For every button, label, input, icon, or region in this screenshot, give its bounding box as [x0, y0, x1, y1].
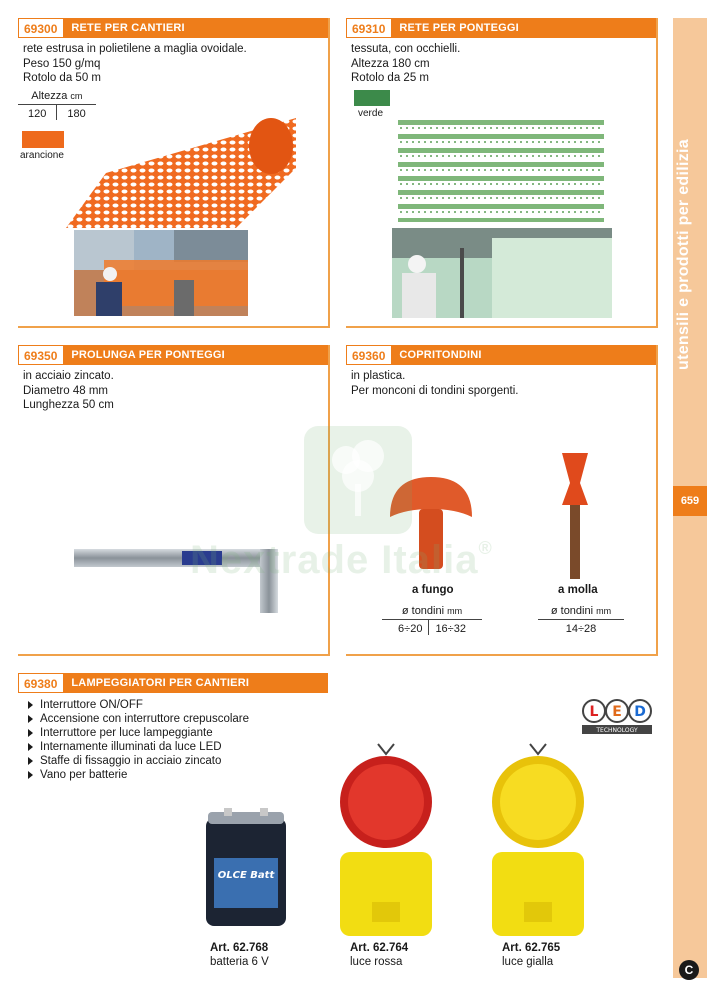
led-letter: E [612, 704, 622, 720]
led-technology-logo [582, 697, 652, 735]
molla-size-table: ø tondini mm 14÷28 [538, 605, 624, 635]
panel-header [18, 18, 328, 38]
product-code: 69310 [346, 18, 391, 38]
product-code: 69360 [346, 345, 391, 365]
green-net-image [398, 118, 604, 222]
product-title: RETE PER PONTEGGI [399, 22, 519, 34]
list-item: Interruttore per luce lampeggiante [28, 726, 249, 740]
product-code: 69380 [18, 673, 63, 693]
tree-icon [322, 436, 394, 522]
color-label: arancione [20, 150, 64, 161]
watermark-tree-logo [304, 426, 412, 534]
product-code: 69350 [18, 345, 63, 365]
product-panel-69350 [18, 345, 330, 656]
product-panel-69300 [18, 18, 330, 328]
battery-brand-label: OLCE Batt [217, 870, 275, 881]
yellow-warning-lamp-image [488, 742, 588, 938]
label-molla: a molla [558, 584, 598, 596]
panel-header [18, 673, 328, 693]
spring-cap-image [558, 453, 592, 579]
article-62764: Art. 62.764 luce rossa [350, 942, 409, 968]
product-title: RETE PER CANTIERI [71, 22, 185, 34]
product-title: COPRITONDINI [399, 349, 482, 361]
color-swatch-green [354, 90, 390, 106]
product-description: rete estrusa in polietilene a maglia ovoidale. Peso 150 g/mq Rotolo da 50 m [23, 43, 247, 84]
construction-site-photo [74, 230, 248, 316]
product-title: LAMPEGGIATORI PER CANTIERI [71, 677, 250, 689]
product-code: 69300 [18, 18, 63, 38]
led-letter: L [589, 704, 599, 720]
red-warning-lamp-image [336, 742, 436, 938]
article-62768: Art. 62.768 batteria 6 V [210, 942, 269, 968]
scaffold-worker-photo [392, 228, 612, 318]
led-sub-label: TECHNOLOGY [596, 727, 638, 734]
height-table: Altezza cm 120 180 [18, 90, 96, 120]
list-item: Staffe di fissaggio in acciaio zincato [28, 754, 249, 768]
list-item: Internamente illuminati da luce LED [28, 740, 249, 754]
fungo-size-table: ø tondini mm 6÷20 16÷32 [382, 605, 482, 635]
list-item: Vano per batterie [28, 768, 249, 782]
list-item: Interruttore ON/OFF [28, 698, 249, 712]
feature-list [28, 698, 249, 782]
panel-header [18, 345, 328, 365]
list-item: Accensione con interruttore crepuscolare [28, 712, 249, 726]
product-description: tessuta, con occhielli. Altezza 180 cm Rotolo da 25 m [351, 43, 461, 84]
watermark-text: Nextrade Italia® [190, 538, 493, 582]
product-title: PROLUNGA PER PONTEGGI [71, 349, 225, 361]
led-letter: D [634, 704, 646, 720]
corner-mark-icon: C [679, 960, 699, 980]
label-fungo: a fungo [412, 584, 454, 596]
color-swatch-orange [22, 131, 64, 148]
orange-net-roll-image [66, 118, 296, 228]
panel-header [346, 18, 656, 38]
article-62765: Art. 62.765 luce gialla [502, 942, 561, 968]
product-panel-69310 [346, 18, 658, 328]
color-label: verde [358, 108, 384, 119]
battery-6v-image [204, 808, 288, 928]
product-description: in plastica. Per monconi di tondini sporgenti. [351, 370, 519, 397]
product-description: in acciaio zincato. Diametro 48 mm Lunghezza 50 cm [23, 370, 114, 411]
panel-header [346, 345, 656, 365]
page-number: 659 [673, 486, 707, 516]
